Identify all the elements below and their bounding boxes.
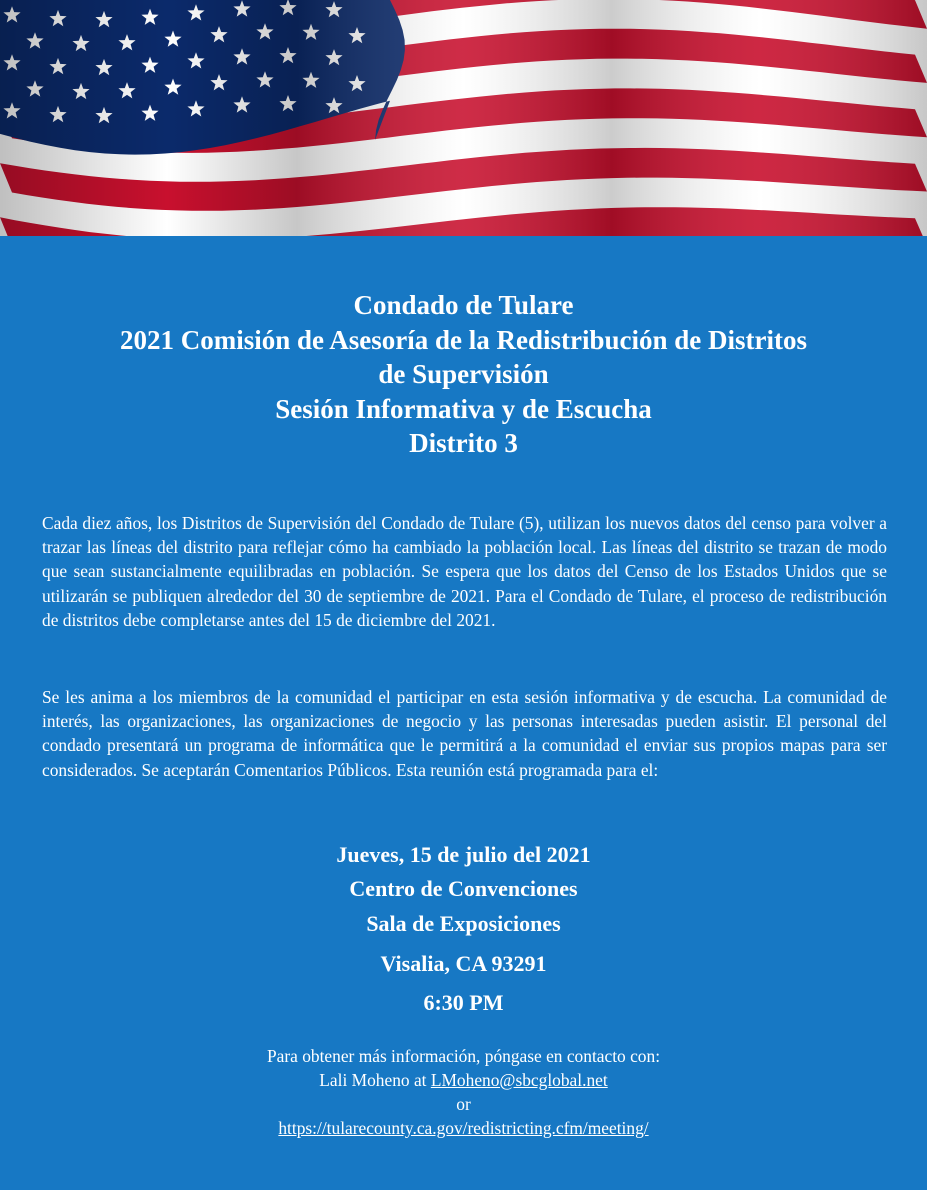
contact-or: or <box>456 1094 471 1114</box>
us-flag-banner <box>0 0 927 236</box>
contact-person <box>40 1068 887 1092</box>
title-line-commission: 2021 Comisión de Asesoría de la Redistribución de Distritos <box>119 324 807 355</box>
contact-name: Lali Moheno at <box>319 1070 431 1090</box>
intro-paragraph: Cada diez años, los Distritos de Supervisión del Condado de Tulare (5), utilizan los nuevos datos del censo para volver a trazar las líneas del distrito para reflejar cómo ha cambiado la población local. Las líneas del distrito se trazan de modo que sean sustancialmente equilibradas en población. Se espera que los datos del Censo de los Estados Unidos que se utilizarán se publiquen alrededor del 30 de septiembre de 2021. Para el Condado de Tulare, el proceso de redistribución de distritos debe completarse antes del 15 de diciembre del 2021. <box>42 513 887 630</box>
info-panel <box>0 236 927 1190</box>
event-city: Visalia, CA 93291 <box>380 951 547 976</box>
bottom-margin <box>0 1190 927 1200</box>
title-line-county: Condado de Tulare <box>353 290 574 320</box>
event-time: 6:30 PM <box>423 990 504 1015</box>
page-title <box>40 288 887 461</box>
title-line-session: Sesión Informativa y de Escucha <box>275 393 652 424</box>
invitation-paragraph: Se les anima a los miembros de la comunidad el participar en esta sesión informativa y de escucha. La comunidad de interés, las organizaciones, las organizaciones de negocio y las personas interesadas pueden asistir. El personal del condado presentará un programa de informática que le permitirá a la comunidad el enviar sus propios mapas para ser considerados. Se aceptarán Comentarios Públicos. Esta reunión está programada para el: <box>42 687 887 780</box>
contact-email-link[interactable]: LMoheno@sbcglobal.net <box>430 1070 608 1090</box>
title-line-supervision: de Supervisión <box>378 359 549 389</box>
contact-block <box>40 1044 887 1140</box>
title-line-district: Distrito 3 <box>409 428 518 458</box>
contact-intro: Para obtener más información, póngase en contacto con: <box>266 1046 661 1066</box>
event-room: Sala de Exposiciones <box>366 911 561 936</box>
us-flag-icon <box>0 0 927 236</box>
meeting-url-link[interactable]: https://tularecounty.ca.gov/redistricting.cfm/meeting/ <box>278 1118 649 1138</box>
event-date: Jueves, 15 de julio del 2021 <box>336 842 591 867</box>
event-venue: Centro de Convenciones <box>349 876 578 901</box>
